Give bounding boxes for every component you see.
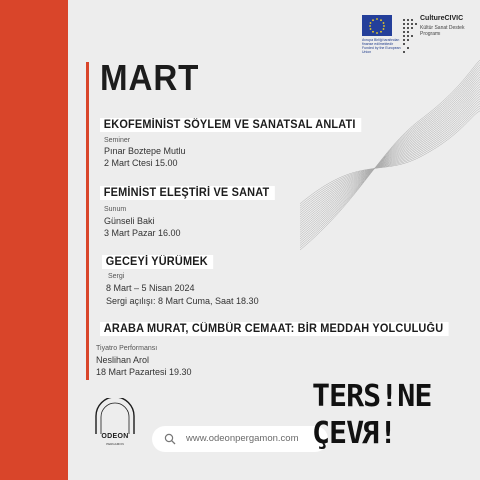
brand-wordmark-line1: TERS!NE	[312, 379, 432, 414]
venue-name: ODEON	[101, 433, 129, 440]
culturecivic-arrow-icon	[402, 18, 418, 58]
event-type-3: Sergi	[108, 273, 125, 280]
event-title-1: EKOFEMİNİST SÖYLEM VE SANATSAL ANLATI	[100, 118, 361, 132]
website-search-bar[interactable]	[152, 426, 328, 452]
culturecivic-title: CultureCIVIC	[420, 15, 464, 22]
event-datetime-4: 18 Mart Pazartesi 19.30	[96, 367, 192, 377]
eu-logo	[362, 15, 402, 54]
event-datetime-1: 2 Mart Ctesi 15.00	[104, 158, 178, 168]
brand-wordmark-line2	[312, 416, 397, 451]
eu-flag-icon	[362, 15, 392, 36]
culturecivic-subtitle: Kültür Sanat Destek Programı	[420, 25, 465, 37]
event-title-3: GECEYİ YÜRÜMEK	[102, 255, 214, 269]
wave-line	[300, 79, 480, 232]
event-dates-3: 8 Mart – 5 Nisan 2024	[106, 283, 195, 293]
wave-line	[300, 87, 480, 226]
event-type-1: Seminer	[104, 137, 131, 144]
website-url: www.odeonpergamon.com	[186, 433, 299, 444]
brand-wordmark-part-b: !R	[363, 416, 398, 451]
event-datetime-2: 3 Mart Pazar 16.00	[104, 228, 181, 238]
event-title-4: ARABA MURAT, CÜMBÜR CEMAAT: BİR MEDDAH YOLCULUĞU	[100, 322, 449, 336]
event-opening-3: Sergi açılışı: 8 Mart Cuma, Saat 18.30	[106, 296, 259, 306]
month-accent-rule	[86, 62, 89, 380]
eu-caption: Avrupa Birliği tarafından finanse edilmektedir Funded by the European Union	[362, 38, 401, 54]
event-type-2: Sunum	[104, 206, 127, 213]
event-type-4: Tiyatro Performansı	[96, 345, 158, 352]
wave-line	[300, 89, 480, 224]
event-title-2: FEMİNİST ELEŞTİRİ VE SANAT	[100, 186, 275, 200]
venue-subname: PERGAMON	[106, 442, 124, 446]
event-speaker-2: Günseli Baki	[104, 216, 155, 226]
month-heading: MART	[100, 57, 200, 98]
event-speaker-1: Pınar Boztepe Mutlu	[104, 146, 186, 156]
search-icon	[164, 433, 176, 445]
brand-wordmark-part-a: ÇEV	[312, 416, 364, 451]
odeon-arch-icon	[92, 398, 138, 434]
event-speaker-4: Neslihan Arol	[96, 355, 150, 365]
